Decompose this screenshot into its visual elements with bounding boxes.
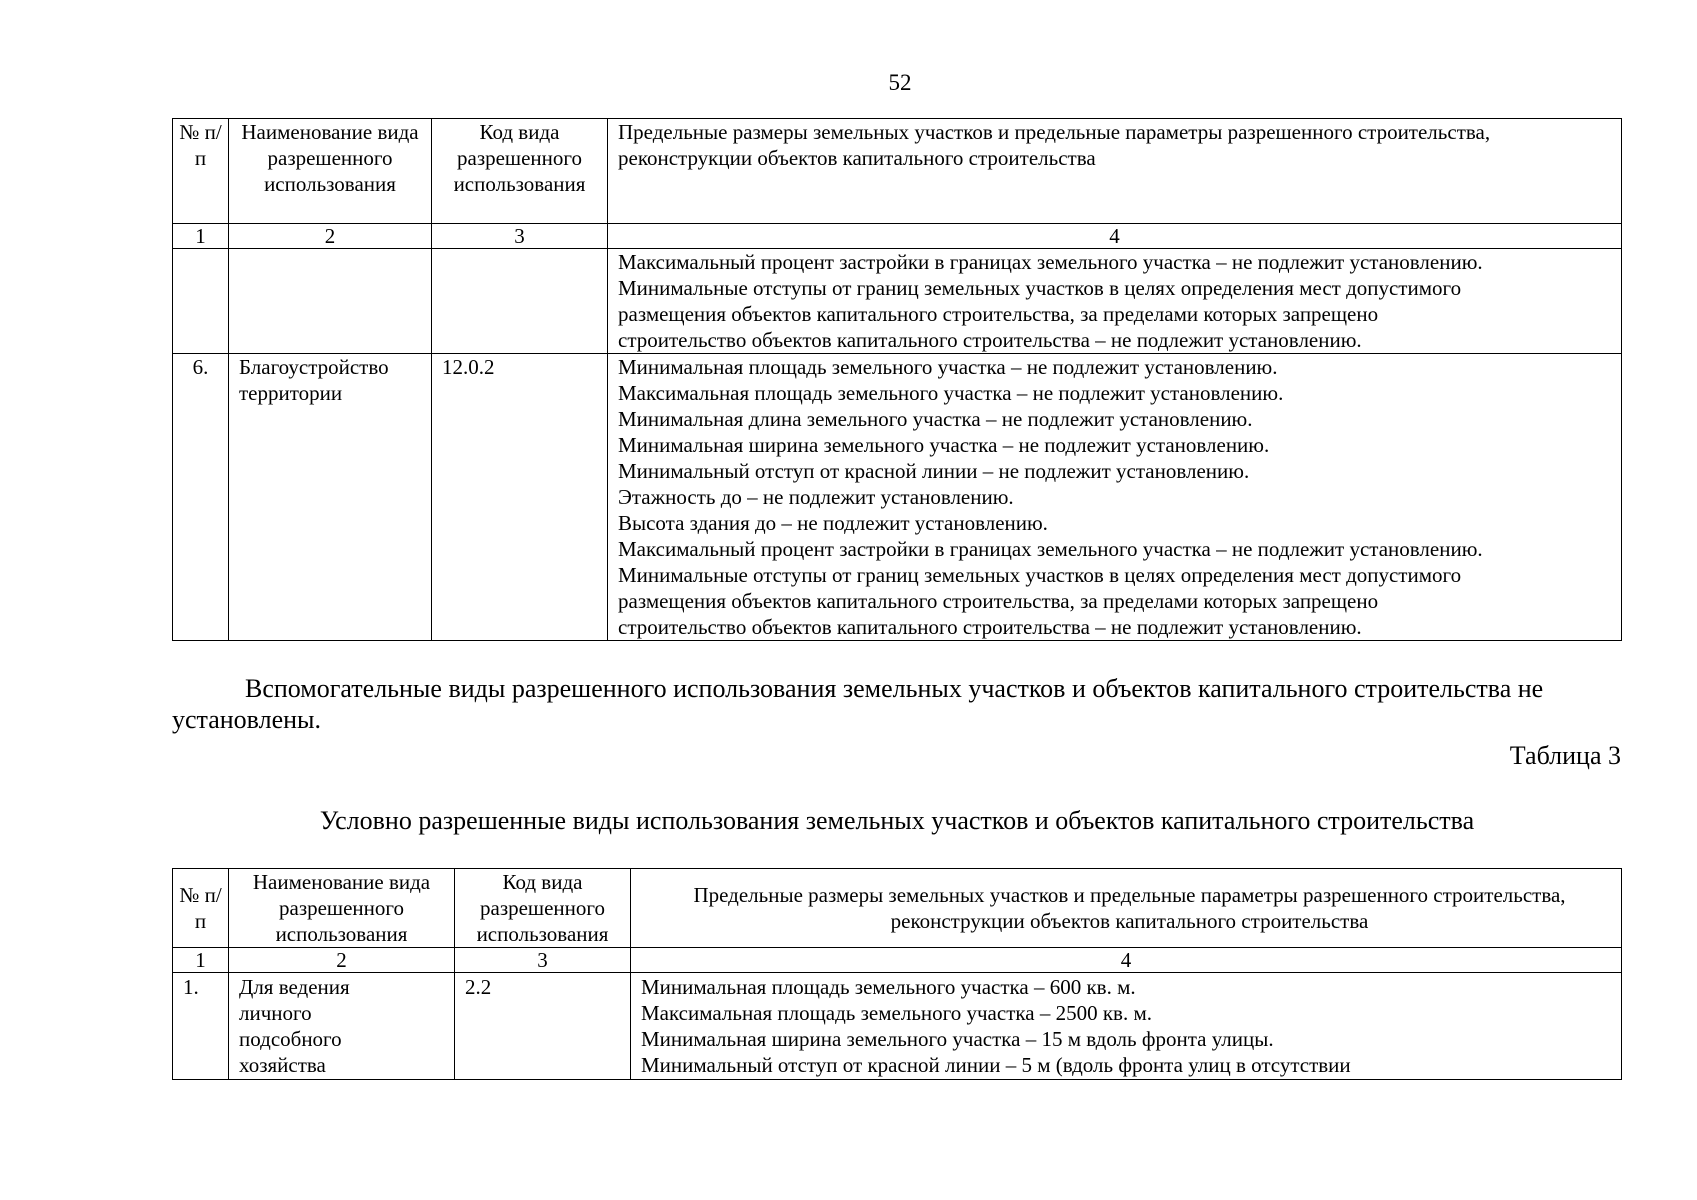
row-params-cell — [631, 973, 1622, 1080]
header-params: Предельные размеры земельных участков и предельные параметры разрешенного строительства, реконструкции объектов капитального строительства — [631, 869, 1622, 948]
table-row — [173, 973, 1622, 1080]
param-line: размещения объектов капитального строительства, за пределами которых запрещено — [618, 589, 1379, 613]
table-title: Условно разрешенные виды использования земельных участков и объектов капитального строительства — [319, 806, 1475, 835]
header-name: Наименование вида разрешенного использования — [229, 119, 432, 224]
col-number: 1 — [173, 224, 229, 249]
conditional-uses-table — [172, 868, 1622, 1080]
param-line: строительство объектов капитального строительства – не подлежит установлению. — [618, 615, 1362, 639]
row-num: 1. — [173, 973, 229, 1080]
param-line: Максимальный процент застройки в границах земельного участка – не подлежит установлению. — [618, 250, 1483, 274]
table-row — [173, 249, 1622, 354]
row-name: Для ведения личного подсобного хозяйства — [229, 973, 455, 1080]
param-line: Минимальная площадь земельного участка – не подлежит установлению. — [618, 355, 1278, 379]
param-line: Максимальный процент застройки в границах земельного участка – не подлежит установлению. — [618, 537, 1483, 561]
table-row — [173, 354, 1622, 641]
row-code: 12.0.2 — [432, 354, 608, 641]
param-line: строительство объектов капитального строительства – не подлежит установлению. — [618, 328, 1362, 352]
col-number: 4 — [631, 948, 1622, 973]
col-number: 3 — [432, 224, 608, 249]
param-line: Этажность до – не подлежит установлению. — [618, 485, 1014, 509]
param-line: Минимальная длина земельного участка – не подлежит установлению. — [618, 407, 1253, 431]
col-number: 2 — [229, 948, 455, 973]
header-name: Наименование вида разрешенного использования — [229, 869, 455, 948]
header-num: № п/п — [173, 119, 229, 224]
table-header-row — [173, 119, 1622, 224]
row-params-cell — [608, 354, 1622, 641]
param-line: Максимальная площадь земельного участка – 2500 кв. м. — [641, 1001, 1152, 1025]
param-line: размещения объектов капитального строительства, за пределами которых запрещено — [618, 302, 1379, 326]
header-code: Код вида разрешенного использования — [432, 119, 608, 224]
row-num: 6. — [173, 354, 229, 641]
row-code: 2.2 — [455, 973, 631, 1080]
table-label: Таблица 3 — [1509, 741, 1621, 770]
param-line: Минимальная ширина земельного участка – 15 м вдоль фронта улицы. — [641, 1027, 1274, 1051]
auxiliary-uses-paragraph: Вспомогательные виды разрешенного использования земельных участков и объектов капитального строительства не установлены. — [172, 674, 1544, 734]
param-line: Минимальная площадь земельного участка – 600 кв. м. — [641, 975, 1136, 999]
header-num: № п/п — [173, 869, 229, 948]
col-number: 2 — [229, 224, 432, 249]
row-params-cell — [608, 249, 1622, 354]
param-line: Максимальная площадь земельного участка – не подлежит установлению. — [618, 381, 1284, 405]
row-num-cell — [173, 249, 229, 354]
page-number: 52 — [888, 70, 912, 95]
param-line: Минимальные отступы от границ земельных участков в целях определения мест допустимого — [618, 563, 1462, 587]
param-line: Минимальный отступ от красной линии – не подлежит установлению. — [618, 459, 1250, 483]
col-number: 1 — [173, 948, 229, 973]
col-number: 3 — [455, 948, 631, 973]
column-numbers-row — [173, 224, 1622, 249]
permitted-uses-table — [172, 118, 1622, 641]
header-code: Код вида разрешенного использования — [455, 869, 631, 948]
param-line: Высота здания до – не подлежит установлению. — [618, 511, 1048, 535]
row-name-cell — [229, 249, 432, 354]
column-numbers-row — [173, 948, 1622, 973]
col-number: 4 — [608, 224, 1622, 249]
param-line: Минимальный отступ от красной линии – 5 м (вдоль фронта улиц в отсутствии — [641, 1053, 1351, 1077]
row-name: Благоустройство территории — [229, 354, 432, 641]
param-line: Минимальные отступы от границ земельных участков в целях определения мест допустимого — [618, 276, 1462, 300]
param-line: Минимальная ширина земельного участка – не подлежит установлению. — [618, 433, 1270, 457]
header-params: Предельные размеры земельных участков и предельные параметры разрешенного строительства, реконструкции объектов капитального строительства — [608, 119, 1622, 224]
table-header-row — [173, 869, 1622, 948]
row-code-cell — [432, 249, 608, 354]
